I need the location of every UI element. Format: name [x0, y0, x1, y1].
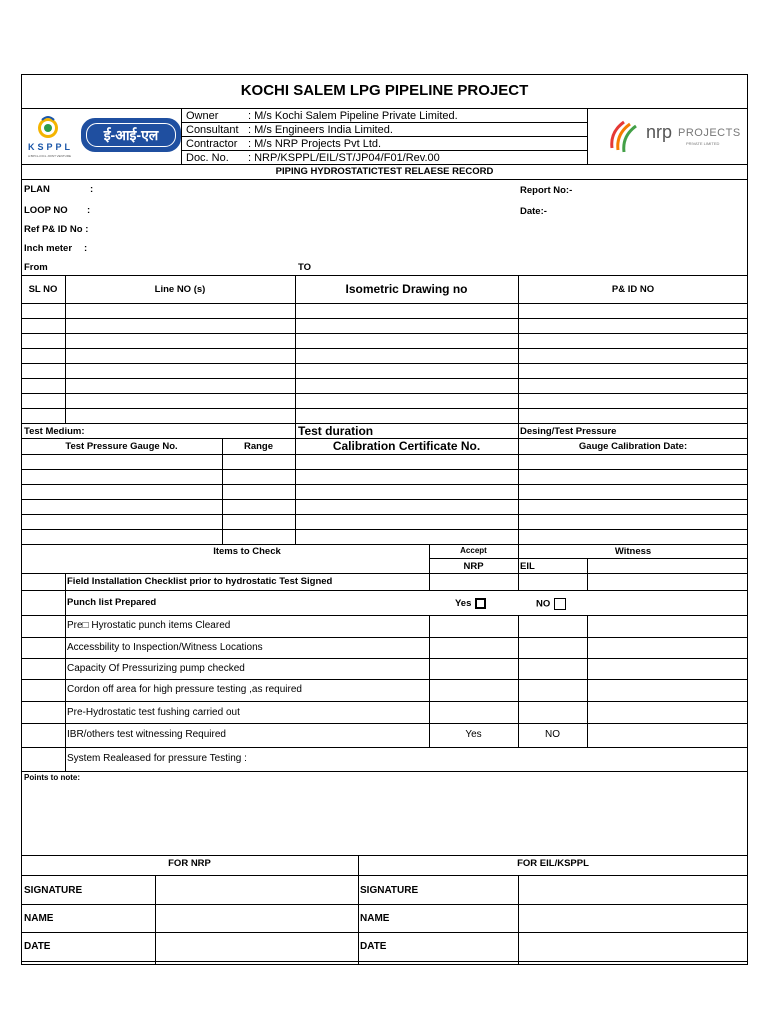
date-eil-label: DATE	[360, 941, 387, 952]
eil-logo	[81, 118, 181, 152]
col-line-no: Line NO (s)	[154, 284, 206, 295]
doc-label: Doc. No.	[186, 152, 229, 164]
doc-value: : NRP/KSPPL/EIL/ST/JP04/F01/Rev.00	[248, 152, 440, 164]
ksppl-logo	[28, 112, 80, 160]
contractor-value: : M/s NRP Projects Pvt Ltd.	[248, 138, 382, 150]
owner-label: Owner	[186, 110, 219, 122]
inch-meter-label: Inch meter	[24, 243, 73, 254]
consultant-label: Consultant	[186, 124, 239, 136]
punch-no-label: NO	[536, 598, 551, 610]
items-to-check-header: Items to Check	[213, 546, 281, 557]
signature-eil-label: SIGNATURE	[360, 885, 419, 896]
for-eil-header: FOR EIL/KSPPL	[517, 858, 589, 869]
page-title: KOCHI SALEM LPG PIPELINE PROJECT	[240, 82, 529, 99]
nrp-logo-sub: PRIVATE LIMITED	[686, 141, 720, 146]
plan-colon: :	[90, 184, 94, 195]
checklist-item: Cordon off area for high pressure testing ,as required	[67, 684, 302, 695]
ref-pid-label: Ref P& ID No :	[24, 224, 89, 235]
checklist-item: Pre-Hydrostatic test fushing carried out	[67, 707, 240, 718]
punch-no-option[interactable]	[536, 598, 566, 610]
eil-logo-text: ई-आई-एल	[103, 127, 159, 143]
date-nrp-label: DATE	[24, 941, 51, 952]
test-duration-label: Test duration	[298, 424, 374, 438]
nrp-logo-text: nrp	[646, 122, 673, 142]
ksppl-emblem-icon	[28, 112, 80, 160]
to-label: TO	[298, 262, 312, 273]
calibration-cert-label: Calibration Certificate No.	[332, 439, 481, 453]
gauge-cal-date-label: Gauge Calibration Date:	[578, 441, 688, 452]
checklist-item: Pre□ Hyrostatic punch items Cleared	[67, 620, 231, 631]
no-checkbox[interactable]	[554, 598, 566, 610]
ksppl-logo-sub: A BPCL-IOCL JOINT VENTURE	[28, 154, 72, 158]
range-label: Range	[243, 441, 274, 452]
inch-meter-colon: :	[84, 243, 88, 254]
checklist-item: System Realeased for pressure Testing :	[67, 753, 247, 764]
col-pid-no: P& ID NO	[611, 284, 655, 295]
consultant-value: : M/s Engineers India Limited.	[248, 124, 393, 136]
from-label: From	[24, 262, 48, 273]
design-pressure-label: Desing/Test Pressure	[520, 426, 617, 437]
witness-header: Witness	[614, 546, 652, 557]
owner-value: : M/s Kochi Salem Pipeline Private Limited.	[248, 110, 458, 122]
gauge-no-label: Test Pressure Gauge No.	[65, 441, 178, 452]
eil-col-header: EIL	[520, 561, 535, 572]
loop-label: LOOP NO	[24, 205, 68, 216]
for-nrp-header: FOR NRP	[168, 858, 211, 869]
ibr-yes: Yes	[465, 729, 482, 740]
punch-yes-label: Yes	[455, 598, 472, 610]
report-no-label: Report No:-	[520, 185, 573, 196]
col-isometric: Isometric Drawing no	[345, 282, 468, 296]
nrp-col-header: NRP	[463, 561, 484, 572]
checklist-item: Punch list Prepared	[67, 597, 157, 608]
accept-header: Accept	[460, 546, 487, 555]
ksppl-logo-text: KSPPL	[28, 142, 74, 152]
contractor-label: Contractor	[186, 138, 238, 150]
col-sl-no: SL NO	[28, 284, 58, 295]
nrp-logo	[604, 118, 741, 154]
yes-checkbox[interactable]	[475, 598, 486, 609]
date-label: Date:-	[520, 206, 547, 217]
form-frame	[21, 74, 748, 965]
ibr-no: NO	[545, 729, 560, 740]
test-medium-label: Test Medium:	[24, 426, 85, 437]
loop-colon: :	[87, 205, 91, 216]
checklist-item: Field Installation Checklist prior to hydrostatic Test Signed	[67, 576, 333, 587]
signature-nrp-label: SIGNATURE	[24, 885, 83, 896]
form-title: PIPING HYDROSTATICTEST RELAESE RECORD	[275, 166, 494, 177]
name-nrp-label: NAME	[24, 913, 54, 924]
points-to-note-label: Points to note:	[24, 773, 80, 782]
nrp-logo-projects: PROJECTS	[678, 127, 741, 139]
name-eil-label: NAME	[360, 913, 390, 924]
checklist-item: Capacity Of Pressurizing pump checked	[67, 663, 245, 674]
plan-label: PLAN	[24, 184, 50, 195]
nrp-swoosh-icon	[604, 118, 644, 154]
checklist-item: Accessbility to Inspection/Witness Locations	[67, 642, 263, 653]
checklist-item: IBR/others test witnessing Required	[67, 729, 226, 740]
punch-yes-option[interactable]	[455, 598, 486, 609]
